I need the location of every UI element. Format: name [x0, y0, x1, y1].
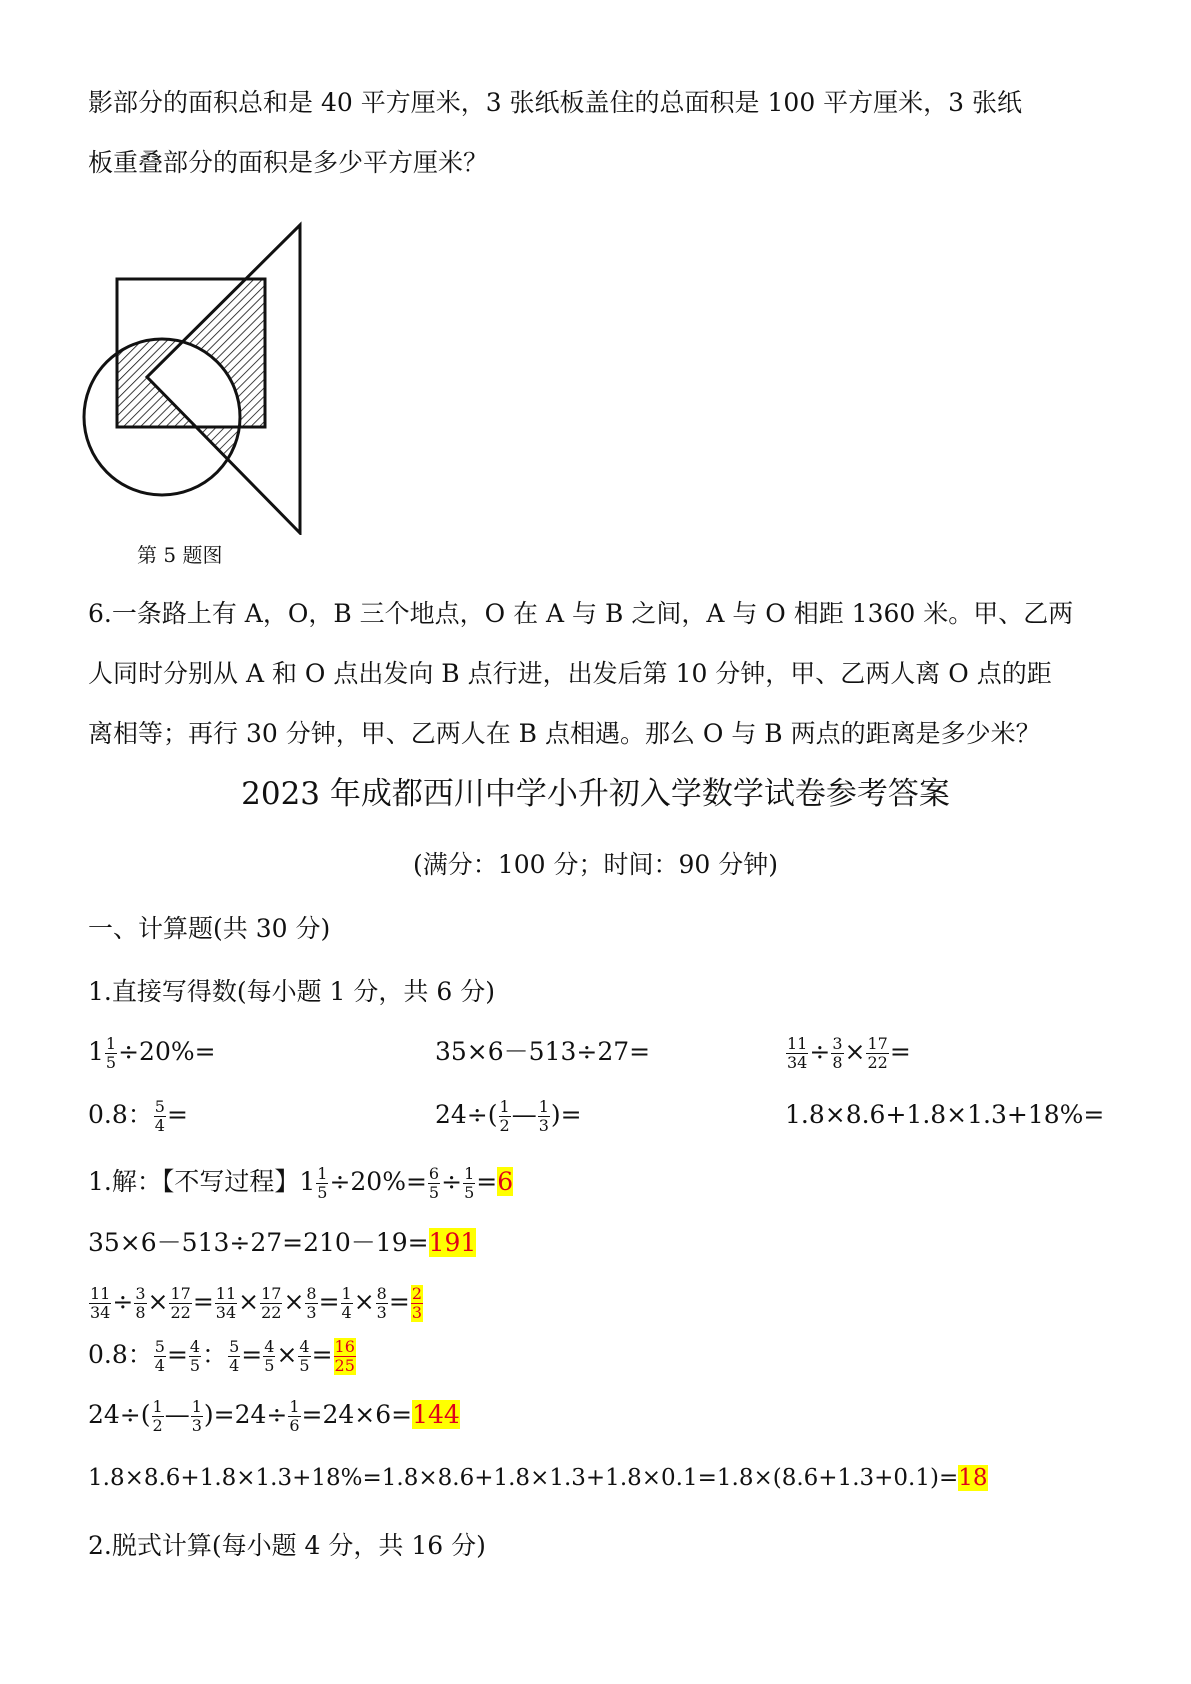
- q1-item-e: 24÷( $\frac{1}{2}$ — $\frac{1}{3}$ )=: [435, 1097, 582, 1135]
- q1-item-a: 1 $\frac{1}{5}$ ÷20%=: [88, 1034, 216, 1072]
- problem5-line2: 板重叠部分的面积是多少平方厘米？: [88, 148, 489, 177]
- solution-e: 24÷( $\frac{1}{2}$ — $\frac{1}{3}$ )=24÷ $\frac{1}{6}$ =24×6=144: [88, 1397, 460, 1435]
- problem6-line1: 6.一条路上有 A，O，B 三个地点，O 在 A 与 B 之间，A 与 O 相距 1360 米。甲、乙两: [88, 599, 1074, 628]
- answer-f: 18: [958, 1465, 988, 1491]
- answers-title: 2023 年成都西川中学小升初入学数学试卷参考答案: [241, 776, 950, 812]
- solution-b: 35×6－513÷27=210－19=191: [88, 1228, 477, 1257]
- problem5-figure: [80, 215, 320, 535]
- answers-subtitle: (满分：100 分；时间：90 分钟): [413, 850, 778, 879]
- q2-heading: 2.脱式计算(每小题 4 分，共 16 分): [88, 1531, 486, 1560]
- problem6-line2: 人同时分别从 A 和 O 点出发向 B 点行进，出发后第 10 分钟，甲、乙两人离 O 点的距: [88, 659, 1052, 688]
- answer-e: 144: [412, 1400, 460, 1429]
- q1-item-f: 1.8×8.6+1.8×1.3+18%=: [785, 1100, 1105, 1129]
- figure-caption: 第 5 题图: [137, 543, 223, 567]
- problem5-line1: 影部分的面积总和是 40 平方厘米，3 张纸板盖住的总面积是 100 平方厘米，3 张纸: [88, 88, 1023, 117]
- q1-item-d: 0.8： $\frac{5}{4}$ =: [88, 1097, 188, 1135]
- solution-f: 1.8×8.6+1.8×1.3+18%=1.8×8.6+1.8×1.3+1.8×0.1=1.8×(8.6+1.3+0.1)=18: [88, 1465, 988, 1491]
- q1-item-c: $\frac{11}{34}$ ÷ $\frac{3}{8}$ × $\frac{17}{22}$ =: [787, 1034, 911, 1072]
- answer-c: $\frac{2}{3}$: [411, 1284, 422, 1322]
- answer-b: 191: [428, 1228, 477, 1257]
- solution-d: 0.8： $\frac{5}{4}$ = $\frac{4}{5}$ ： $\frac{5}{4}$ = $\frac{4}{5}$ × $\frac{4}{5}$ = $\frac{16}{25}$: [88, 1337, 355, 1375]
- q1-heading: 1.直接写得数(每小题 1 分，共 6 分): [88, 977, 495, 1006]
- problem6-line3: 离相等；再行 30 分钟，甲、乙两人在 B 点相遇。那么 O 与 B 两点的距离是多少米？: [88, 719, 1041, 748]
- section1-heading: 一、计算题(共 30 分): [88, 914, 331, 943]
- solution-c: $\frac{11}{34}$ ÷ $\frac{3}{8}$ × $\frac{17}{22}$ = $\frac{11}{34}$ × $\frac{17}{22}$ × $\frac{8}{3}$ = $\frac{1}{4}$ × $\frac{8}{3}$ = $\frac{2}{3}$: [90, 1284, 422, 1322]
- solution-a: 1.解：【不写过程】1 $\frac{1}{5}$ ÷20%= $\frac{6}{5}$ ÷ $\frac{1}{5}$ =6: [88, 1164, 514, 1202]
- answer-a: 6: [497, 1167, 514, 1196]
- q1-item-b: 35×6－513÷27=: [435, 1037, 651, 1066]
- answer-d: $\frac{16}{25}$: [334, 1337, 355, 1375]
